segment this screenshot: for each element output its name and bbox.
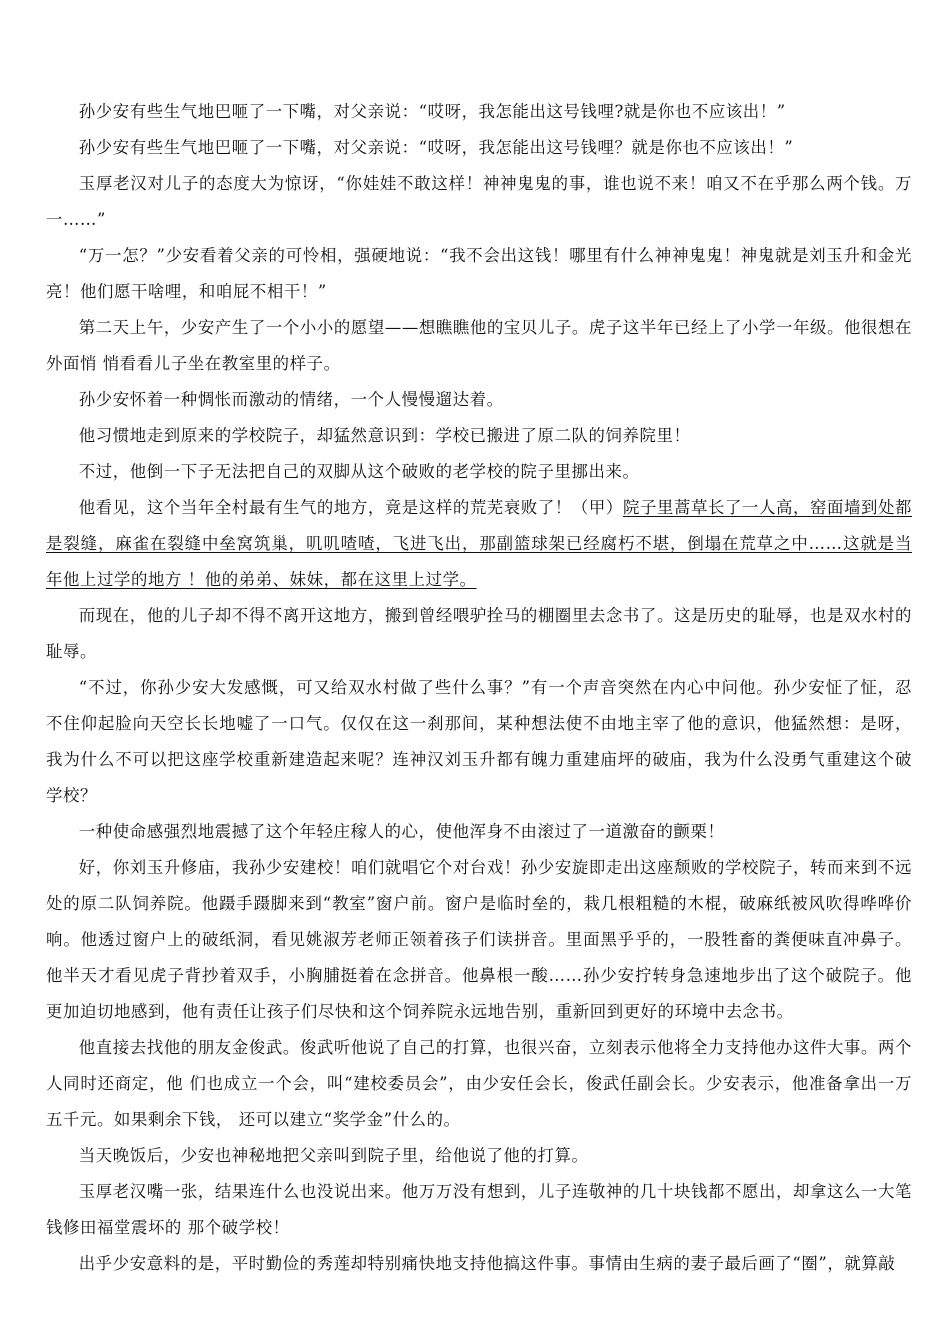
paragraph-1: 孙少安有些生气地巴咂了一下嘴，对父亲说：“哎呀，我怎能出这号钱哩?就是你也不应该出！”: [78, 102, 786, 121]
paragraph-14: 他直接去找他的朋友金俊武。俊武听他说了自己的打算，也很兴奋，立刻表示他将全力支持他办这件大事。两个人同时还商定，他 们也成立一个会，叫“建校委员会”，由少安任会长，俊武任副会长。少安表示，他准备拿出一万五千元。如果剩余下钱， 还可以建立“奖学金”什么的。: [46, 1038, 912, 1129]
paragraph-17: 出乎少安意料的是，平时勤俭的秀莲却特别痛快地支持他搞这件事。事情由生病的妻子最后画了“圈”，就算敲: [78, 1254, 896, 1273]
paragraph-underlined-passage: [46, 490, 912, 598]
paragraph-7: 他习惯地走到原来的学校院子，却猛然意识到：学校已搬进了原二队的饲养院里！: [78, 426, 691, 445]
paragraph-8: 不过，他倒一下子无法把自己的双脚从这个破败的老学校的院子里挪出来。: [78, 462, 640, 481]
paragraph-15: 当天晚饭后，少安也神秘地把父亲叫到院子里，给他说了他的打算。: [78, 1146, 589, 1165]
document-page: [46, 94, 912, 1282]
paragraph-11: “不过，你孙少安大发感慨，可又给双水村做了些什么事？”有一个声音突然在内心中问他。孙少安怔了怔，忍不住仰起脸向天空长长地嘘了一口气。仅仅在这一刹那间，某种想法使不由地主宰了他的意识，他猛然想：是呀，我为什么不可以把这座学校重新建造起来呢？连神汉刘玉升都有魄力重建庙坪的破庙，我为什么没勇气重建这个破学校？: [46, 678, 912, 805]
paragraph-4: “万一怎？”少安看着父亲的可怜相，强硬地说：“我不会出这钱！哪里有什么神神鬼鬼！神鬼就是刘玉升和金光 亮！他们愿干啥哩，和咱屁不相干！”: [46, 246, 912, 301]
paragraph-12: 一种使命感强烈地震撼了这个年轻庄稼人的心，使他浑身不由滚过了一道激奋的颤栗！: [78, 822, 725, 841]
underlined-passage-jia: 院子里蒿草长了一人高，窑面墙到处都是裂缝，麻雀在裂缝中垒窝筑巢，叽叽喳喳，飞进飞出，那副篮球架已经腐朽不堪，倒塌在荒草之中……这就是当年他上过学的地方 ！他的弟弟、妹妹，都在这里上过学。: [46, 498, 912, 589]
passage-lead-text: 他看见，这个当年全村最有生气的地方，竟是这样的荒芜衰败了！（甲）: [78, 498, 623, 517]
paragraph-3: 玉厚老汉对儿子的态度大为惊讶，“你娃娃不敢这样！神神鬼鬼的事，谁也说不来！咱又不在乎那么两个钱。万一……”: [46, 174, 912, 229]
paragraph-10: 而现在，他的儿子却不得不离开这地方，搬到曾经喂驴拴马的棚圈里去念书了。这是历史的耻辱，也是双水村的耻辱。: [46, 606, 912, 661]
paragraph-5: 第二天上午，少安产生了一个小小的愿望——想瞧瞧他的宝贝儿子。虎子这半年已经上了小学一年级。他很想在外面悄 悄看看儿子坐在教室里的样子。: [46, 318, 912, 373]
paragraph-16: 玉厚老汉嘴一张，结果连什么也没说出来。他万万没有想到，儿子连敬神的几十块钱都不愿出，却拿这么一大笔钱修田福堂震坏的 那个破学校！: [46, 1182, 912, 1237]
paragraph-2: 孙少安有些生气地巴咂了一下嘴，对父亲说：“哎呀，我怎能出这号钱哩？就是你也不应该出！”: [78, 138, 794, 157]
paragraph-6: 孙少安怀着一种惆怅而激动的情绪，一个人慢慢遛达着。: [78, 390, 504, 409]
paragraph-13: 好，你刘玉升修庙，我孙少安建校！咱们就唱它个对台戏！孙少安旋即走出这座颓败的学校院子，转而来到不远处的原二队饲养院。他蹑手蹑脚来到“教室”窗户前。窗户是临时垒的，栽几根粗糙的木棍，破麻纸被风吹得哗哗价响。他透过窗户上的破纸洞，看见姚淑芳老师正领着孩子们读拼音。里面黑乎乎的，一股牲畜的粪便味直冲鼻子。他半天才看见虎子背抄着双手，小胸脯挺着在念拼音。他鼻根一酸……孙少安拧转身急速地步出了这个破院子。他更加迫切地感到，他有责任让孩子们尽快和这个饲养院永远地告别，重新回到更好的环境中去念书。: [46, 858, 912, 1021]
